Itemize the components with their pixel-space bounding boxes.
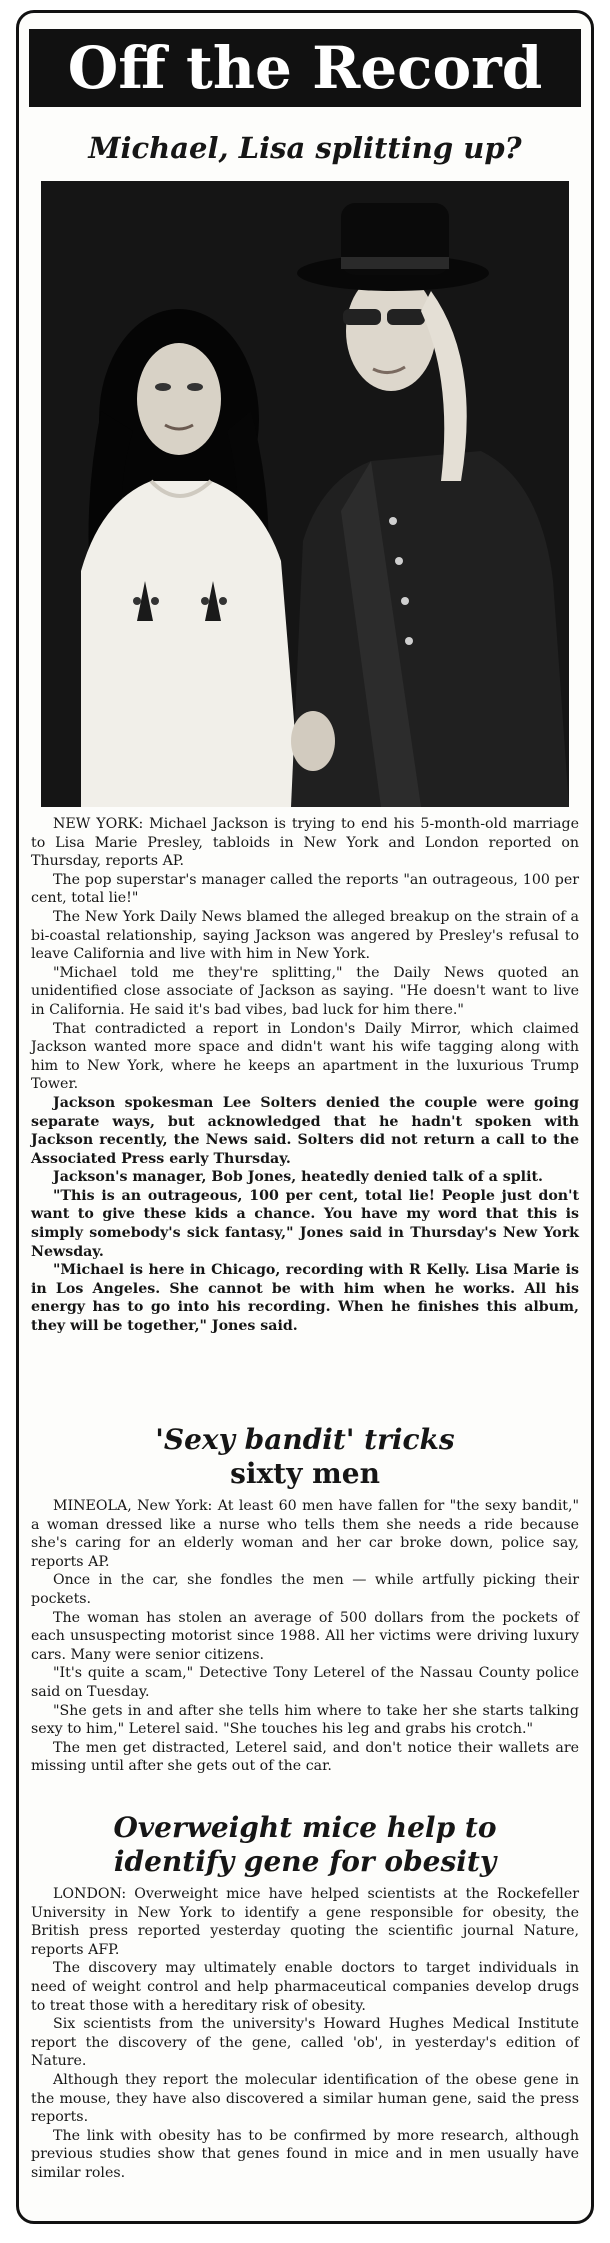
story3-body (31, 1885, 579, 2183)
story2-paragraph: "She gets in and after she tells him where to take her she starts talking sexy to him," Leterel said. "She touches his leg and grabs his crotch." (31, 1702, 579, 1738)
story1-body (31, 815, 579, 1336)
story1-paragraph: "Michael is here in Chicago, recording with R Kelly. Lisa Marie is in Los Angeles. She cannot be with him when he works. All his energy has to go into his recording. When he finishes this album, they will be together," Jones said. (31, 1262, 579, 1335)
story2-paragraph: Once in the car, she fondles the men — while artfully picking their pockets. (31, 1572, 579, 1607)
story1-paragraph: Jackson's manager, Bob Jones, heatedly denied talk of a split. (53, 1169, 543, 1186)
story2-body (31, 1497, 579, 1776)
story1-paragraph: Jackson spokesman Lee Solters denied the couple were going separate ways, but acknowledged that he hadn't spoken with Jackson recently, the News said. Solters did not return a call to the Associated Press early Thursday. (31, 1094, 579, 1167)
news-photo (41, 181, 569, 807)
story3-headline (19, 1811, 591, 1879)
story1-paragraph: "Michael told me they're splitting," the Daily News quoted an unidentified close associate of Jackson as saying. "He doesn't want to live in California. He said it's bad vibes, bad luck for him there." (31, 964, 579, 1018)
story3-paragraph: The discovery may ultimately enable doctors to target individuals in need of weight control and help pharmaceutical companies develop drugs to treat those with a hereditary risk of obesity. (31, 1960, 579, 2014)
story1-paragraph: "This is an outrageous, 100 per cent, total lie! People just don't want to give these kids a chance. You have my word that this is simply somebody's sick fantasy," Jones said in Thursday's New York Newsday. (31, 1187, 579, 1260)
story2-headline-line1: 'Sexy bandit' tricks (155, 1423, 455, 1456)
story2-paragraph: "It's quite a scam," Detective Tony Leterel of the Nassau County police said on Tuesday. (31, 1665, 579, 1700)
story2-paragraph: MINEOLA, New York: At least 60 men have fallen for "the sexy bandit," a woman dressed like a nurse who tells them she needs a ride because she's caring for an elderly woman and her car broke down, police say, reports AP. (31, 1498, 579, 1570)
newspaper-clipping (16, 10, 594, 2224)
story1-paragraph: That contradicted a report in London's Daily Mirror, which claimed Jackson wanted more space and didn't want his wife tagging along with him to New York, where he keeps an apartment in the luxurious Trump Tower. (31, 1020, 579, 1093)
story3-paragraph: The link with obesity has to be confirmed by more research, although previous studies show that genes found in mice and in men usually have similar roles. (31, 2127, 579, 2181)
story3-headline-line1: Overweight mice help to (113, 1811, 497, 1844)
story2-paragraph: The woman has stolen an average of 500 dollars from the pockets of each unsuspecting motorist since 1988. All her victims were driving luxury cars. Many were senior citizens. (31, 1609, 579, 1663)
story1-paragraph: NEW YORK: Michael Jackson is trying to end his 5-month-old marriage to Lisa Marie Presley, tabloids in New York and London reported on Thursday, reports AP. (31, 816, 579, 870)
story2-paragraph: The men get distracted, Leterel said, and don't notice their wallets are missing until after she gets out of the car. (31, 1739, 579, 1775)
masthead: Off the Record (29, 29, 581, 107)
story1-paragraph: The New York Daily News blamed the alleged breakup on the strain of a bi-coastal relationship, saying Jackson was angered by Presley's refusal to leave California and live with him in New York. (31, 908, 579, 963)
story2-headline-line2: sixty men (230, 1457, 380, 1490)
story3-paragraph: Although they report the molecular identification of the obese gene in the mouse, they have also discovered a similar human gene, said the press reports. (31, 2071, 579, 2126)
story1-paragraph: The pop superstar's manager called the reports "an outrageous, 100 per cent, total lie!" (31, 871, 579, 907)
story3-paragraph: Six scientists from the university's Howard Hughes Medical Institute report the discovery of the gene, called 'ob', in yesterday's edition of Nature. (31, 2016, 579, 2070)
story3-headline-line2: identify gene for obesity (113, 1845, 497, 1878)
story1-headline: Michael, Lisa splitting up? (88, 131, 522, 165)
story2-headline (19, 1423, 591, 1491)
photo-illustration (41, 181, 569, 807)
story3-paragraph: LONDON: Overweight mice have helped scientists at the Rockefeller University in New York to identify a gene responsible for obesity, the British press reported yesterday quoting the scientific journal Nature, reports AFP. (31, 1886, 579, 1958)
